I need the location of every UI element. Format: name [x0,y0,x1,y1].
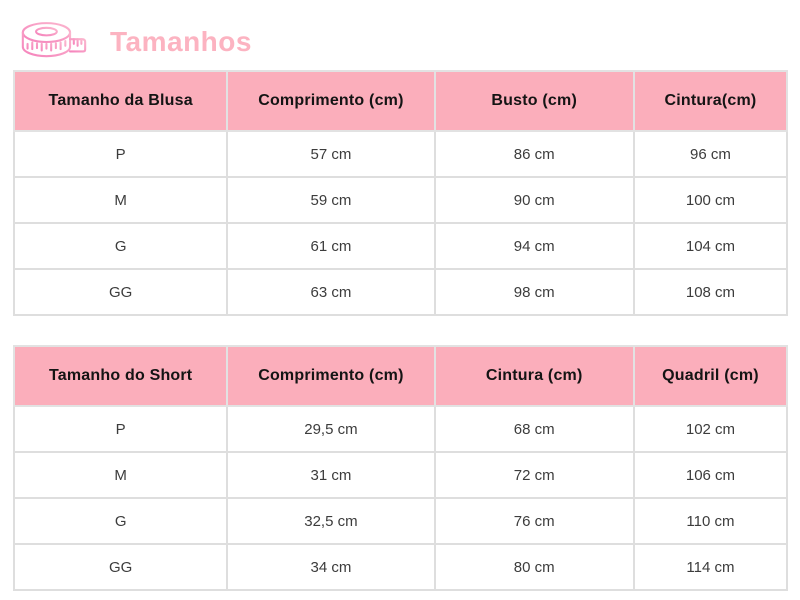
short-size-table [13,345,788,591]
table-cell: 80 cm [435,544,634,590]
table-cell: P [14,406,227,452]
table-cell: M [14,177,227,223]
short-header-row [14,346,787,406]
table-row-g [14,498,787,544]
table-cell: 34 cm [227,544,434,590]
measuring-tape-icon [20,19,88,65]
table-cell: 72 cm [435,452,634,498]
table-cell: 31 cm [227,452,434,498]
page-header [0,0,800,66]
table-cell: 61 cm [227,223,434,269]
table-cell: 68 cm [435,406,634,452]
table-cell: 102 cm [634,406,787,452]
table-cell: 100 cm [634,177,787,223]
table-cell: GG [14,544,227,590]
table-row-m [14,452,787,498]
table-cell: 32,5 cm [227,498,434,544]
table-cell: 76 cm [435,498,634,544]
blusa-size-table [13,70,788,316]
table-cell: 106 cm [634,452,787,498]
table-cell: 110 cm [634,498,787,544]
page-title: Tamanhos [110,26,252,57]
table-row-gg [14,269,787,315]
table-cell: G [14,223,227,269]
table-cell: 63 cm [227,269,434,315]
column-header-quadril: Quadril (cm) [634,346,787,406]
column-header-cintura: Cintura(cm) [634,71,787,131]
table-row-g [14,223,787,269]
table-cell: 104 cm [634,223,787,269]
column-header-tamanho-blusa: Tamanho da Blusa [14,71,227,131]
table-cell: 90 cm [435,177,634,223]
table-row-p [14,406,787,452]
table-cell: GG [14,269,227,315]
table-cell: 98 cm [435,269,634,315]
table-row-gg [14,544,787,590]
table-cell: 59 cm [227,177,434,223]
table-cell: 96 cm [634,131,787,177]
table-cell: 108 cm [634,269,787,315]
blusa-header-row [14,71,787,131]
table-cell: 86 cm [435,131,634,177]
table-row-m [14,177,787,223]
table-cell: M [14,452,227,498]
column-header-comprimento: Comprimento (cm) [227,71,434,131]
table-cell: G [14,498,227,544]
column-header-tamanho-short: Tamanho do Short [14,346,227,406]
column-header-busto: Busto (cm) [435,71,634,131]
table-cell: 114 cm [634,544,787,590]
table-cell: 57 cm [227,131,434,177]
table-row-p [14,131,787,177]
table-cell: P [14,131,227,177]
column-header-cintura: Cintura (cm) [435,346,634,406]
table-cell: 94 cm [435,223,634,269]
table-cell: 29,5 cm [227,406,434,452]
column-header-comprimento: Comprimento (cm) [227,346,434,406]
